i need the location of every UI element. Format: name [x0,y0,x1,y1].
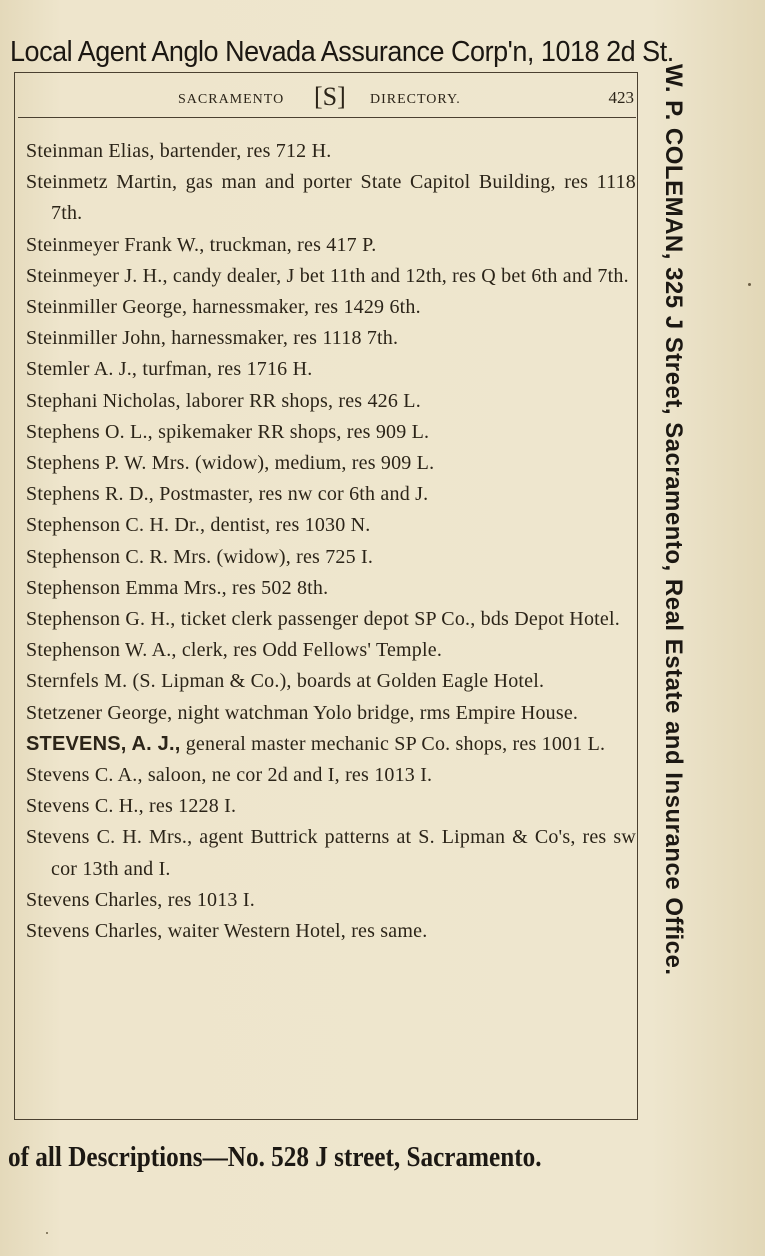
directory-entry [26,261,636,292]
entry-name: Stevens Charles, [26,888,163,911]
entry-details: night watchman Yolo bridge, rms Empire House. [172,701,579,724]
paper-speck [46,1232,48,1234]
entry-name: Stephenson Emma Mrs., [26,576,227,599]
entry-details: truckman, res 417 P. [204,233,377,256]
entry-name: Stephenson C. H. Dr., [26,514,206,537]
entry-details: (widow), res 725 I. [211,545,374,568]
entry-name: Stemler A. J., [26,358,138,381]
entry-details: waiter Western Hotel, res same. [162,920,428,943]
directory-entry [26,136,636,167]
entry-name-bold: STEVENS, A. J., [26,732,181,755]
directory-entry [26,292,636,323]
directory-entry [26,230,636,261]
directory-entry [26,386,636,417]
entry-details: candy dealer, J bet 11th and 12th, res Q bet 6th and 7th. [167,264,629,287]
entry-name: Stevens C. A., [26,764,143,787]
directory-entry [26,510,636,541]
entry-details: spikemaker RR shops, res 909 L. [152,420,430,443]
directory-entry [26,479,636,510]
entry-name: Stephenson G. H., [26,608,176,631]
entry-details: res 502 8th. [226,576,329,599]
entry-name: Steinmiller George, [26,296,188,319]
bottom-advertisement-banner: of all Descriptions—No. 528 J street, Sacramento. [8,1142,542,1173]
directory-entry [26,542,636,573]
entry-name: Stevens C. H., [26,795,144,818]
top-advertisement-banner: Local Agent Anglo Nevada Assurance Corp'n, 1018 2d St. [10,36,674,68]
directory-entries [26,136,636,947]
entry-details: ticket clerk passenger depot SP Co., bds Depot Hotel. [175,608,620,631]
directory-entry [26,666,636,697]
entry-name: Stephens P. W. Mrs. [26,452,190,475]
entry-details: turfman, res 1716 H. [137,358,313,381]
directory-entry [26,791,636,822]
entry-details: agent Buttrick patterns at S. Lipman & Co's, res sw cor 13th and I. [51,826,636,880]
directory-entry [26,729,636,760]
entry-details: (widow), medium, res 909 L. [189,452,435,475]
entry-name: Stetzener George, [26,701,173,724]
running-header [14,82,636,116]
entry-details: dentist, res 1030 N. [205,514,371,537]
entry-details: gas man and porter State Capitol Building, res 1118 7th. [51,171,636,225]
entry-details: bartender, res 712 H. [154,140,332,162]
entry-details: (S. Lipman & Co.), boards at Golden Eagle Hotel. [127,670,545,693]
entry-details: laborer RR shops, res 426 L. [180,389,421,412]
entry-details: harnessmaker, res 1429 6th. [187,296,421,319]
entry-details: Postmaster, res nw cor 6th and J. [154,483,429,506]
directory-entry [26,167,636,229]
entry-name: Stephens O. L., [26,420,153,443]
directory-entry [26,885,636,916]
directory-entry [26,822,636,884]
entry-name: Sternfels M. [26,670,128,693]
entry-name: Stephenson W. A., [26,639,177,662]
entry-name: Stephenson C. R. Mrs. [26,545,212,568]
entry-name: Stevens C. H. Mrs., [26,826,193,849]
entry-name: Steinman Elias, [26,140,155,162]
entry-name: Stephani Nicholas, [26,389,181,412]
header-directory: DIRECTORY. [370,92,461,107]
entry-details: res 1228 I. [143,795,237,818]
header-rule [18,117,636,118]
entry-name: Steinmeyer Frank W., [26,233,205,256]
side-advertisement [648,64,698,1134]
entry-details: clerk, res Odd Fellows' Temple. [176,639,443,662]
entry-name: Stephens R. D., [26,483,154,506]
directory-entry [26,604,636,635]
entry-details: res 1013 I. [162,888,255,911]
directory-entry [26,760,636,791]
entry-details: saloon, ne cor 2d and I, res 1013 I. [142,764,433,787]
entry-name: Steinmetz Martin, [26,171,178,194]
paper-speck [748,283,751,286]
header-letter: [S] [314,82,346,111]
entry-name: Steinmiller John, [26,327,167,350]
side-advertisement-text: W. P. COLEMAN, 325 J Street, Sacramento, Real Estate and Insurance Office. [660,64,687,976]
directory-entry [26,916,636,947]
directory-entry [26,417,636,448]
page-number: 423 [608,88,634,107]
entry-name: Steinmeyer J. H., [26,264,168,287]
entry-details: general master mechanic SP Co. shops, res 1001 L. [180,732,606,755]
header-city: SACRAMENTO [178,92,285,107]
directory-entry [26,354,636,385]
entry-details: harnessmaker, res 1118 7th. [166,327,399,350]
directory-entry [26,448,636,479]
directory-entry [26,573,636,604]
directory-entry [26,635,636,666]
directory-entry [26,698,636,729]
directory-entry [26,323,636,354]
entry-name: Stevens Charles, [26,920,163,943]
